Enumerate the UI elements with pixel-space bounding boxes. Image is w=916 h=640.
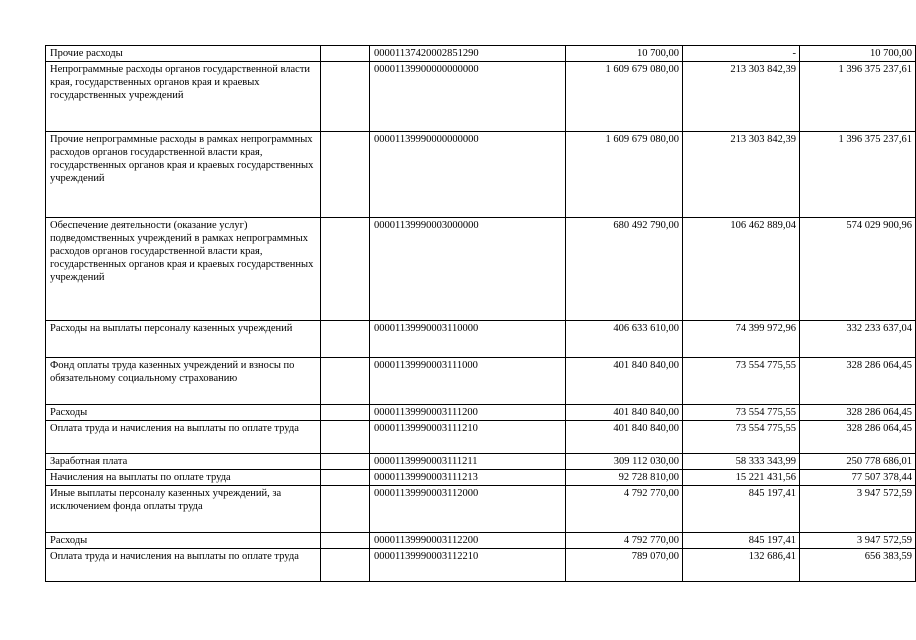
- row-approved-cell: 4 792 770,00: [566, 533, 683, 549]
- row-approved-cell: 401 840 840,00: [566, 421, 683, 454]
- row-name-cell: Расходы: [46, 533, 321, 549]
- row-remaining-cell: 250 778 686,01: [800, 454, 916, 470]
- table-row: [46, 62, 916, 132]
- row-approved-cell: 406 633 610,00: [566, 321, 683, 358]
- row-name-cell: Оплата труда и начисления на выплаты по оплате труда: [46, 549, 321, 582]
- row-approved-cell: 401 840 840,00: [566, 358, 683, 405]
- row-executed-cell: 74 399 972,96: [683, 321, 800, 358]
- row-code-cell: 00001139990003111213: [370, 470, 566, 486]
- row-remaining-cell: 656 383,59: [800, 549, 916, 582]
- row-name-cell: Прочие непрограммные расходы в рамках непрограммных расходов органов государственной власти края, государственных органов края и краевых государственных учреждений: [46, 132, 321, 218]
- row-executed-cell: 73 554 775,55: [683, 421, 800, 454]
- row-approved-cell: 10 700,00: [566, 46, 683, 62]
- row-blank-cell: [321, 132, 370, 218]
- row-code-cell: 00001139990003112000: [370, 486, 566, 533]
- row-approved-cell: 92 728 810,00: [566, 470, 683, 486]
- row-code-cell: 00001139990003111000: [370, 358, 566, 405]
- table-row: [46, 321, 916, 358]
- row-executed-cell: 73 554 775,55: [683, 358, 800, 405]
- table-row: [46, 454, 916, 470]
- row-code-cell: 00001139990003000000: [370, 218, 566, 321]
- row-executed-cell: 213 303 842,39: [683, 132, 800, 218]
- row-approved-cell: 1 609 679 080,00: [566, 62, 683, 132]
- row-blank-cell: [321, 421, 370, 454]
- table-row: [46, 358, 916, 405]
- row-code-cell: 00001139990003111200: [370, 405, 566, 421]
- row-blank-cell: [321, 62, 370, 132]
- row-blank-cell: [321, 454, 370, 470]
- row-remaining-cell: 10 700,00: [800, 46, 916, 62]
- row-remaining-cell: 574 029 900,96: [800, 218, 916, 321]
- row-approved-cell: 789 070,00: [566, 549, 683, 582]
- table-row: [46, 470, 916, 486]
- row-executed-cell: -: [683, 46, 800, 62]
- row-name-cell: Прочие расходы: [46, 46, 321, 62]
- row-remaining-cell: 328 286 064,45: [800, 405, 916, 421]
- row-name-cell: Расходы: [46, 405, 321, 421]
- row-name-cell: Непрограммные расходы органов государственной власти края, государственных органов края и краевых государственных учреждений: [46, 62, 321, 132]
- row-blank-cell: [321, 46, 370, 62]
- row-blank-cell: [321, 405, 370, 421]
- row-blank-cell: [321, 486, 370, 533]
- row-code-cell: 00001139990003112210: [370, 549, 566, 582]
- row-code-cell: 00001139990003111210: [370, 421, 566, 454]
- row-blank-cell: [321, 358, 370, 405]
- row-name-cell: Начисления на выплаты по оплате труда: [46, 470, 321, 486]
- table-row: [46, 421, 916, 454]
- row-executed-cell: 15 221 431,56: [683, 470, 800, 486]
- row-executed-cell: 73 554 775,55: [683, 405, 800, 421]
- row-code-cell: 00001139900000000000: [370, 62, 566, 132]
- row-remaining-cell: 1 396 375 237,61: [800, 62, 916, 132]
- table-row: [46, 132, 916, 218]
- row-name-cell: Обеспечение деятельности (оказание услуг) подведомственных учреждений в рамках непрограммных расходов органов государственной власти края, государственных органов края и краевых государственных учреждений: [46, 218, 321, 321]
- table-row: [46, 405, 916, 421]
- row-remaining-cell: 3 947 572,59: [800, 486, 916, 533]
- row-executed-cell: 58 333 343,99: [683, 454, 800, 470]
- row-approved-cell: 680 492 790,00: [566, 218, 683, 321]
- row-name-cell: Заработная плата: [46, 454, 321, 470]
- row-blank-cell: [321, 218, 370, 321]
- table-row: [46, 549, 916, 582]
- row-blank-cell: [321, 549, 370, 582]
- budget-report-page: [45, 45, 912, 582]
- row-name-cell: Фонд оплаты труда казенных учреждений и взносы по обязательному социальному страхованию: [46, 358, 321, 405]
- row-remaining-cell: 328 286 064,45: [800, 358, 916, 405]
- row-executed-cell: 132 686,41: [683, 549, 800, 582]
- row-executed-cell: 845 197,41: [683, 533, 800, 549]
- row-blank-cell: [321, 470, 370, 486]
- row-code-cell: 00001139990003112200: [370, 533, 566, 549]
- row-name-cell: Расходы на выплаты персоналу казенных учреждений: [46, 321, 321, 358]
- row-approved-cell: 401 840 840,00: [566, 405, 683, 421]
- row-code-cell: 00001137420002851290: [370, 46, 566, 62]
- row-blank-cell: [321, 533, 370, 549]
- row-remaining-cell: 332 233 637,04: [800, 321, 916, 358]
- row-remaining-cell: 1 396 375 237,61: [800, 132, 916, 218]
- row-approved-cell: 309 112 030,00: [566, 454, 683, 470]
- row-approved-cell: 4 792 770,00: [566, 486, 683, 533]
- row-remaining-cell: 328 286 064,45: [800, 421, 916, 454]
- budget-expenditure-table: [45, 45, 916, 582]
- table-row: [46, 486, 916, 533]
- row-executed-cell: 845 197,41: [683, 486, 800, 533]
- row-name-cell: Иные выплаты персоналу казенных учреждений, за исключением фонда оплаты труда: [46, 486, 321, 533]
- row-name-cell: Оплата труда и начисления на выплаты по оплате труда: [46, 421, 321, 454]
- table-row: [46, 218, 916, 321]
- row-blank-cell: [321, 321, 370, 358]
- row-executed-cell: 106 462 889,04: [683, 218, 800, 321]
- table-row: [46, 533, 916, 549]
- row-code-cell: 00001139990003111211: [370, 454, 566, 470]
- table-row: [46, 46, 916, 62]
- row-code-cell: 00001139990003110000: [370, 321, 566, 358]
- row-approved-cell: 1 609 679 080,00: [566, 132, 683, 218]
- row-remaining-cell: 77 507 378,44: [800, 470, 916, 486]
- row-remaining-cell: 3 947 572,59: [800, 533, 916, 549]
- row-code-cell: 00001139990000000000: [370, 132, 566, 218]
- row-executed-cell: 213 303 842,39: [683, 62, 800, 132]
